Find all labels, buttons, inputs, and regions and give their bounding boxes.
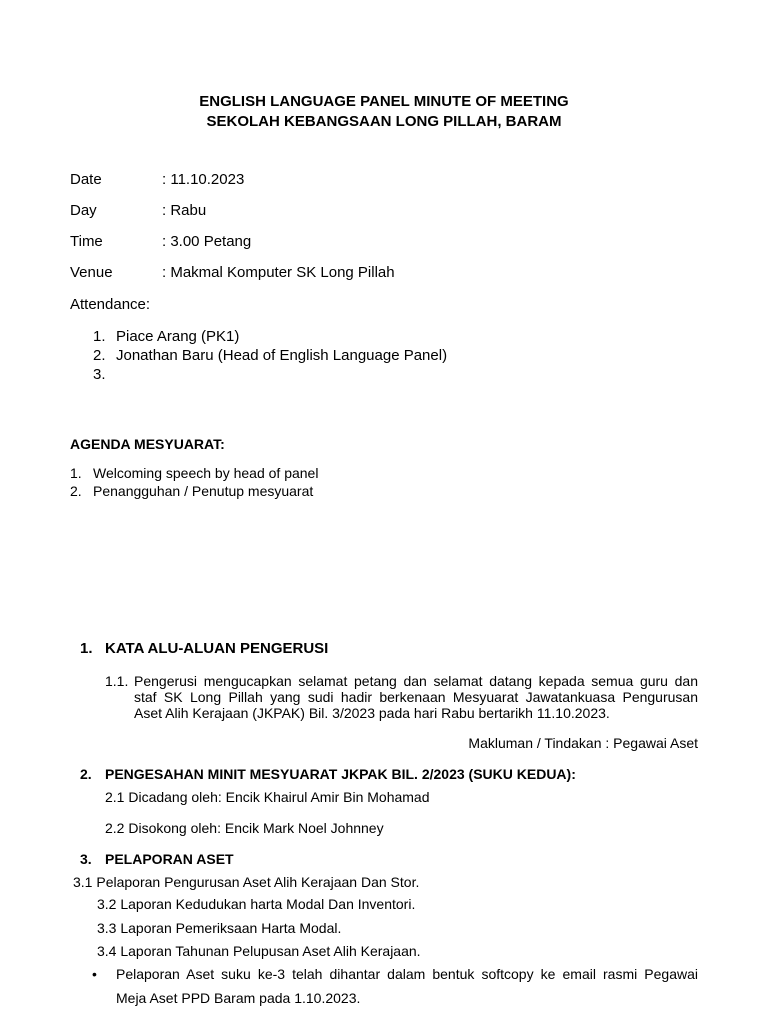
agenda-item: Welcoming speech by head of panel [93,465,319,481]
section1-paragraph-line: Pengerusi mengucapkan selamat petang dan selamat datang kepada semua guru dan [134,673,698,689]
section2-heading: PENGESAHAN MINIT MESYUARAT JKPAK BIL. 2/2023 (SUKU KEDUA): [105,766,576,782]
section3-bullet-line: Pelaporan Aset suku ke-3 telah dihantar dalam bentuk softcopy ke email rasmi Pegawai [116,966,698,982]
date-value: : 11.10.2023 [162,171,245,188]
section1-action: Makluman / Tindakan : Pegawai Aset [468,735,698,751]
bullet-dot: • [92,966,97,982]
school-name: SEKOLAH KEBANGSAAN LONG PILLAH, BARAM [206,113,562,130]
day-label: Day [70,202,97,219]
section3-number: 3. [80,851,92,867]
document-title: ENGLISH LANGUAGE PANEL MINUTE OF MEETING [199,93,569,110]
section1-sub-number: 1.1. [105,673,129,689]
attendance-num: 2. [93,347,106,364]
section3-item: 3.4 Laporan Tahunan Pelupusan Aset Alih Kerajaan. [97,943,421,959]
attendance-label: Attendance: [70,296,151,313]
time-label: Time [70,233,103,250]
agenda-num: 1. [70,465,82,481]
venue-value: : Makmal Komputer SK Long Pillah [162,264,395,281]
section3-item: 3.2 Laporan Kedudukan harta Modal Dan Inventori. [97,896,416,912]
agenda-item: Penangguhan / Penutup mesyuarat [93,483,314,499]
agenda-heading: AGENDA MESYUARAT: [70,436,225,452]
section2-item: 2.2 Disokong oleh: Encik Mark Noel Johnney [105,820,384,836]
section1-heading: KATA ALU-ALUAN PENGERUSI [105,640,329,657]
venue-label: Venue [70,264,113,281]
attendance-item: Piace Arang (PK1) [116,328,240,345]
time-value: : 3.00 Petang [162,233,252,250]
date-label: Date [70,171,102,188]
section2-number: 2. [80,766,92,782]
attendance-num: 1. [93,328,106,345]
day-value: : Rabu [162,202,207,219]
section3-item: 3.3 Laporan Pemeriksaan Harta Modal. [97,920,342,936]
section2-item: 2.1 Dicadang oleh: Encik Khairul Amir Bin Mohamad [105,789,430,805]
section1-paragraph-line: staf SK Long Pillah yang sudi hadir berkenaan Mesyuarat Jawatankuasa Pengurusan [134,689,698,705]
section1-paragraph-line: Aset Alih Kerajaan (JKPAK) Bil. 3/2023 pada hari Rabu bertarikh 11.10.2023. [134,705,610,721]
section3-item: 3.1 Pelaporan Pengurusan Aset Alih Kerajaan Dan Stor. [73,874,420,890]
section3-heading: PELAPORAN ASET [105,851,234,867]
attendance-num: 3. [93,366,106,383]
agenda-num: 2. [70,483,82,499]
section3-bullet-line: Meja Aset PPD Baram pada 1.10.2023. [116,990,361,1006]
section1-number: 1. [80,640,93,657]
attendance-item: Jonathan Baru (Head of English Language Panel) [116,347,448,364]
